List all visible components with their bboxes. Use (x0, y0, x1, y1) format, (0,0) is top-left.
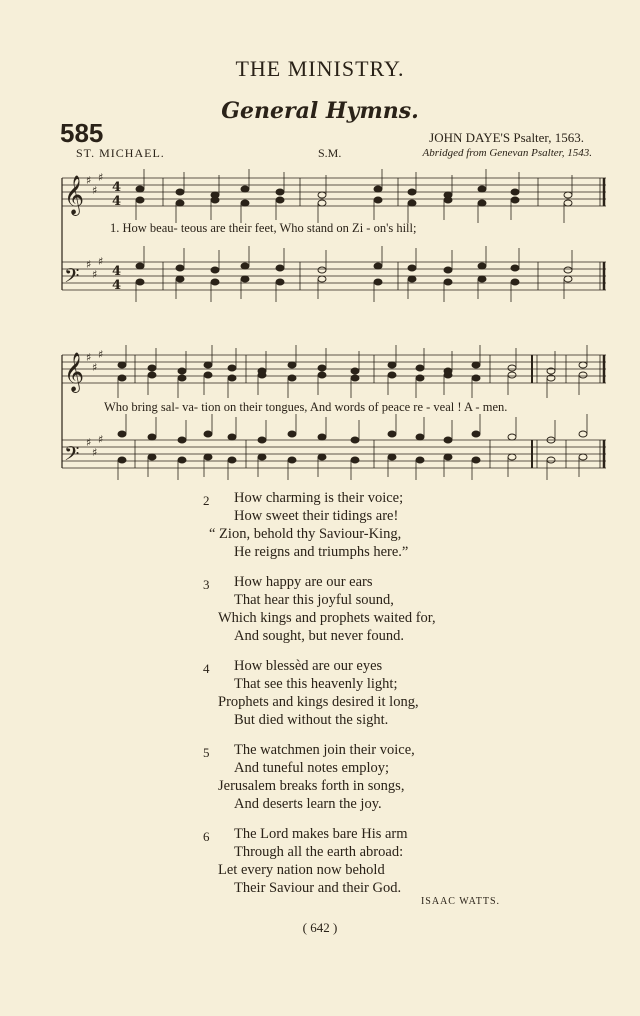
svg-text:♯: ♯ (98, 348, 104, 361)
verse-number: 6 (203, 829, 210, 844)
note-head (228, 375, 236, 381)
note-head (204, 372, 212, 378)
note-head (318, 267, 326, 273)
verse-line: How sweet their tidings are! (234, 508, 399, 524)
note-head (258, 372, 266, 378)
note-head (547, 457, 555, 463)
note-head (241, 263, 249, 269)
svg-text:♯: ♯ (98, 255, 104, 268)
bass-clef-icon: 𝄢 (64, 264, 80, 292)
note-head (228, 434, 236, 440)
note-head (178, 375, 186, 381)
meter: S.M. (318, 146, 342, 160)
note-head (408, 276, 416, 282)
svg-text:♯: ♯ (98, 171, 104, 184)
svg-text:♯: ♯ (92, 361, 98, 374)
note-head (288, 375, 296, 381)
note-head (318, 454, 326, 460)
svg-text:♯: ♯ (86, 351, 92, 364)
verse-line: “ Zion, behold thy Saviour-King, (209, 526, 402, 542)
note-head (579, 372, 587, 378)
note-head (176, 265, 184, 271)
note-head (408, 200, 416, 206)
svg-text:♯: ♯ (86, 436, 92, 449)
note-head (374, 186, 382, 192)
note-head (204, 454, 212, 460)
note-head (276, 189, 284, 195)
note-head (508, 454, 516, 460)
clefs-and-signatures (64, 171, 121, 470)
page-number: ( 642 ) (302, 920, 338, 935)
verse-number: 4 (203, 661, 210, 676)
note-head (564, 276, 572, 282)
note-head (178, 457, 186, 463)
note-head (176, 189, 184, 195)
verse-line: Prophets and kings desired it long, (218, 694, 419, 710)
hymn-number: 585 (60, 118, 104, 148)
note-head (318, 276, 326, 282)
note-head (472, 362, 480, 368)
note-head (374, 263, 382, 269)
note-head (211, 267, 219, 273)
svg-text:♯: ♯ (86, 258, 92, 271)
verse-line: The Lord makes bare His arm (234, 826, 408, 842)
note-heads (118, 169, 587, 480)
note-head (178, 368, 186, 374)
note-head (148, 365, 156, 371)
note-head (478, 263, 486, 269)
note-head (388, 454, 396, 460)
note-head (416, 457, 424, 463)
note-head (136, 279, 144, 285)
note-head (444, 197, 452, 203)
note-head (148, 434, 156, 440)
note-head (351, 375, 359, 381)
verse-line: And deserts learn the joy. (234, 796, 382, 812)
note-head (241, 200, 249, 206)
note-head (318, 200, 326, 206)
note-head (258, 437, 266, 443)
note-head (416, 375, 424, 381)
note-head (374, 197, 382, 203)
note-head (318, 434, 326, 440)
verse-line: That see this heavenly light; (234, 676, 398, 692)
note-head (444, 279, 452, 285)
verse-line: Let every nation now behold (218, 862, 385, 878)
verse-number: 3 (203, 577, 210, 592)
verse-line: Through all the earth abroad: (234, 844, 404, 860)
note-head (416, 365, 424, 371)
note-head (508, 372, 516, 378)
note-head (288, 457, 296, 463)
note-head (564, 192, 572, 198)
subsection-title: General Hymns. (221, 98, 419, 124)
tune-name: ST. MICHAEL. (76, 146, 165, 160)
note-head (211, 197, 219, 203)
note-head (511, 265, 519, 271)
note-head (579, 362, 587, 368)
verse-line: How charming is their voice; (234, 490, 404, 506)
verse-line: But died without the sight. (234, 712, 389, 728)
note-head (228, 457, 236, 463)
note-head (579, 454, 587, 460)
note-head (288, 362, 296, 368)
key-sharps: ♯ (86, 174, 92, 187)
note-head (388, 431, 396, 437)
verse-line: And sought, but never found. (234, 628, 404, 644)
note-head (351, 368, 359, 374)
note-head (472, 457, 480, 463)
verse-line: He reigns and triumphs here.” (234, 544, 409, 560)
verse-line: The watchmen join their voice, (234, 742, 415, 758)
note-head (211, 279, 219, 285)
svg-text:♯: ♯ (92, 184, 98, 197)
note-head (351, 457, 359, 463)
note-head (136, 186, 144, 192)
note-head (408, 265, 416, 271)
verse-line: Their Saviour and their God. (234, 880, 402, 896)
section-title: THE MINISTRY. (235, 56, 405, 81)
note-head (118, 362, 126, 368)
note-head (241, 276, 249, 282)
note-head (148, 372, 156, 378)
lyrics-line-2: Who bring sal- va- tion on their tongues, And words of peace re - veal ! A - men. (104, 400, 508, 414)
note-head (176, 200, 184, 206)
note-head (241, 186, 249, 192)
note-head (508, 434, 516, 440)
note-head (511, 197, 519, 203)
svg-text:4: 4 (112, 278, 122, 293)
note-head (318, 192, 326, 198)
verse-line: Which kings and prophets waited for, (218, 610, 436, 626)
note-head (478, 276, 486, 282)
note-head (478, 200, 486, 206)
note-head (136, 263, 144, 269)
note-head (204, 431, 212, 437)
note-head (204, 362, 212, 368)
note-head (118, 375, 126, 381)
note-head (508, 365, 516, 371)
note-head (472, 375, 480, 381)
note-head (388, 372, 396, 378)
svg-text:4: 4 (112, 264, 122, 279)
verse-line: Jerusalem breaks forth in songs, (218, 778, 405, 794)
note-head (258, 454, 266, 460)
note-head (351, 437, 359, 443)
note-head (579, 431, 587, 437)
time-signature: 4 (112, 180, 122, 195)
svg-text:♯: ♯ (98, 433, 104, 446)
verse-number: 5 (203, 745, 210, 760)
note-head (444, 372, 452, 378)
note-head (118, 431, 126, 437)
note-head (374, 279, 382, 285)
note-head (564, 267, 572, 273)
note-head (228, 365, 236, 371)
note-head (288, 431, 296, 437)
svg-text:♯: ♯ (92, 446, 98, 459)
verse-number: 2 (203, 493, 210, 508)
note-head (318, 372, 326, 378)
treble-clef-icon: 𝄞 (64, 175, 85, 215)
note-head (416, 434, 424, 440)
note-head (276, 265, 284, 271)
note-head (276, 197, 284, 203)
note-head (118, 457, 126, 463)
verse-line: And tuneful notes employ; (234, 760, 390, 776)
note-head (478, 186, 486, 192)
note-head (472, 431, 480, 437)
svg-text:4: 4 (112, 194, 122, 209)
author-credit: ISAAC WATTS. (420, 896, 500, 907)
note-head (444, 454, 452, 460)
treble-clef-icon: 𝄞 (64, 352, 85, 392)
verse-line: How happy are our ears (234, 574, 373, 590)
lyrics-line-1: 1. How beau- teous are their feet, Who stand on Zi - on's hill; (110, 221, 417, 235)
verse-line: That hear this joyful sound, (234, 592, 394, 608)
note-head (511, 279, 519, 285)
note-head (444, 437, 452, 443)
note-head (318, 365, 326, 371)
bass-clef-icon: 𝄢 (64, 442, 80, 470)
note-head (444, 267, 452, 273)
composer-credit: JOHN DAYE'S Psalter, 1563. (429, 130, 584, 145)
note-head (564, 200, 572, 206)
verse-line: How blessèd are our eyes (234, 658, 383, 674)
note-head (136, 197, 144, 203)
note-head (511, 189, 519, 195)
note-head (408, 189, 416, 195)
note-head (276, 279, 284, 285)
note-head (388, 362, 396, 368)
svg-text:♯: ♯ (92, 268, 98, 281)
note-head (176, 276, 184, 282)
source-credit: Abridged from Genevan Psalter, 1543. (422, 147, 592, 159)
note-head (148, 454, 156, 460)
note-head (178, 437, 186, 443)
